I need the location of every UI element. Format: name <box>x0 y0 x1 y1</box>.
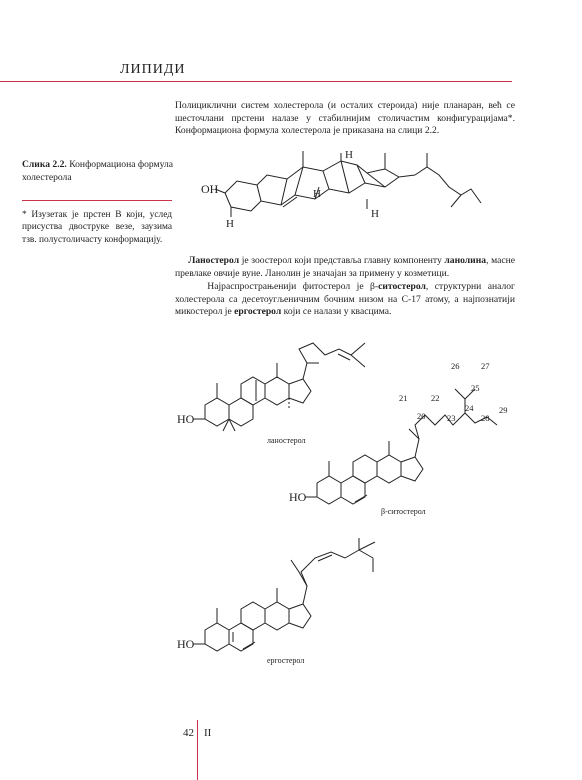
sitosterol-paragraph <box>175 281 515 319</box>
figure-caption-text: Конформациона формула холестерола <box>22 159 174 183</box>
sitosterol-ho-label: HO <box>289 490 307 504</box>
carbon-20-label: 20 <box>417 411 426 421</box>
lanosterol-term: Ланостерол <box>188 255 240 266</box>
para3-text-b: , структурни аналог холестерола са десетоугљеничним бочним низом на C-17 атому, а најпознатији микостерол је <box>175 281 515 318</box>
carbon-29-label: 29 <box>499 405 508 415</box>
h-label-1: H <box>226 218 234 230</box>
carbon-22-label: 22 <box>431 393 440 403</box>
para3-text-c: који се налази у квасцима. <box>281 306 392 318</box>
lanosterol-ho-label: HO <box>177 412 195 426</box>
carbon-28-label: 28 <box>481 413 490 423</box>
para3-text-a: Најраспрострањенији фитостерол је β- <box>207 281 379 292</box>
h-label-4: H <box>371 208 379 220</box>
section-number: II <box>204 727 212 739</box>
h-label-2: H <box>313 188 321 200</box>
ergosterol-ho-label: HO <box>177 637 195 651</box>
figure-caption <box>22 159 174 184</box>
intro-paragraph: Полициклични систем холестерола (и осталих стероида) није планаран, већ се шесточлани прстени налазе у стабилнијим столичастим конфигурацијама*. Конформациона формула холестерола је приказана на слици 2.2. <box>175 100 515 137</box>
carbon-25-label: 25 <box>471 383 480 393</box>
carbon-24-label: 24 <box>465 403 474 413</box>
sitosterol-name-label: β-ситостерол <box>381 507 426 516</box>
page-number: 42 <box>183 727 194 739</box>
carbon-23-label: 23 <box>447 413 456 423</box>
ergosterol-term: ергостерол <box>234 306 282 318</box>
lanolin-term: ланолина <box>444 255 487 266</box>
figure-caption-label: Слика 2.2. <box>22 159 67 170</box>
footnote: * Изузетак је прстен В који, услед присуства двоструке везе, заузима тзв. полустоличасту конформацију. <box>22 210 172 245</box>
lanosterol-name-label: ланостерол <box>267 436 306 445</box>
h-label-3: H <box>345 149 353 161</box>
header-rule-top <box>0 81 512 82</box>
sitosterol-structure <box>285 355 520 520</box>
lanosterol-text: је зоостерол који представља главну компоненту <box>239 255 445 266</box>
oh-label: OH <box>201 182 219 196</box>
carbon-21-label: 21 <box>399 393 408 403</box>
footer-rule <box>197 720 198 780</box>
carbon-26-label: 26 <box>451 361 460 371</box>
carbon-27-label: 27 <box>481 361 490 371</box>
lanolin-text: , масне превлаке овчије вуне. Ланолин је значајан за примену у козметици. <box>175 255 515 279</box>
ergosterol-name-label: ергостерол <box>267 656 305 665</box>
cholesterol-conformation-diagram <box>195 145 495 235</box>
ergosterol-structure <box>175 530 390 670</box>
footnote-rule <box>22 200 172 201</box>
page-header-title: ЛИПИДИ <box>120 62 186 77</box>
lanosterol-paragraph <box>175 255 515 280</box>
sitosterol-term: ситостерол <box>378 281 426 292</box>
